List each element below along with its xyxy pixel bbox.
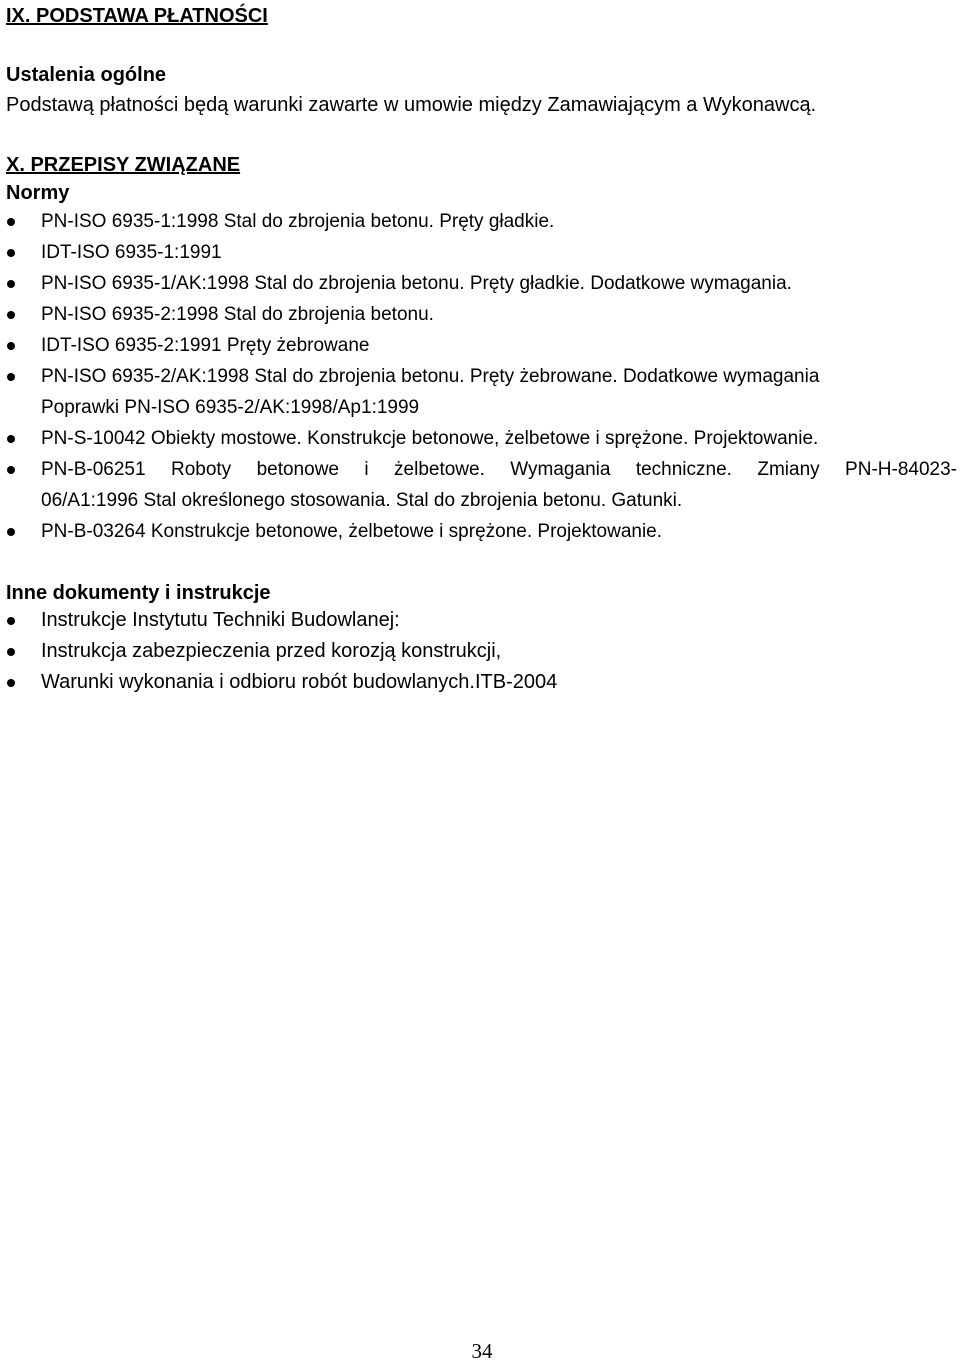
section-x-title: X. PRZEPISY ZWIĄZANE bbox=[6, 154, 241, 176]
other-documents-heading: Inne dokumenty i instrukcje bbox=[6, 582, 271, 604]
bullet-icon bbox=[7, 617, 15, 625]
norms-heading: Normy bbox=[6, 182, 70, 204]
norm-text: IDT-ISO 6935-2:1991 Pręty żebrowane bbox=[41, 335, 370, 356]
bullet-icon bbox=[7, 528, 15, 536]
other-documents-list bbox=[41, 605, 557, 698]
norm-text: PN-ISO 6935-1:1998 Stal do zbrojenia betonu. Pręty gładkie. bbox=[41, 211, 555, 232]
norm-text: PN-S-10042 Obiekty mostowe. Konstrukcje betonowe, żelbetowe i sprężone. Projektowanie. bbox=[41, 428, 819, 449]
list-item bbox=[41, 299, 957, 330]
bullet-icon bbox=[7, 466, 15, 474]
document-text: Instrukcja zabezpieczenia przed korozją konstrukcji, bbox=[41, 640, 502, 662]
norm-text: PN-ISO 6935-1/AK:1998 Stal do zbrojenia betonu. Pręty gładkie. Dodatkowe wymagania. bbox=[41, 273, 792, 294]
bullet-icon bbox=[7, 218, 15, 226]
section-ix-title: IX. PODSTAWA PŁATNOŚCI bbox=[6, 5, 268, 27]
list-item bbox=[41, 667, 557, 698]
list-item bbox=[41, 516, 957, 547]
norm-text: PN-ISO 6935-2/AK:1998 Stal do zbrojenia betonu. Pręty żebrowane. Dodatkowe wymagania bbox=[41, 366, 820, 387]
list-item bbox=[41, 237, 957, 268]
document-text: Instrukcje Instytutu Techniki Budowlanej: bbox=[41, 609, 400, 631]
list-item bbox=[41, 268, 957, 299]
norm-text: IDT-ISO 6935-1:1991 bbox=[41, 242, 222, 263]
bullet-icon bbox=[7, 679, 15, 687]
norm-text-continuation: Poprawki PN-ISO 6935-2/AK:1998/Ap1:1999 bbox=[41, 397, 420, 418]
general-terms-heading: Ustalenia ogólne bbox=[6, 64, 167, 86]
list-item bbox=[41, 454, 957, 516]
payment-basis-text: Podstawą płatności będą warunki zawarte w umowie między Zamawiającym a Wykonawcą. bbox=[6, 94, 817, 116]
bullet-icon bbox=[7, 342, 15, 350]
document-text: Warunki wykonania i odbioru robót budowlanych.ITB-2004 bbox=[41, 671, 558, 693]
list-item bbox=[41, 423, 957, 454]
list-item bbox=[41, 206, 957, 237]
norms-list bbox=[41, 206, 957, 547]
bullet-icon bbox=[7, 280, 15, 288]
bullet-icon bbox=[7, 249, 15, 257]
list-item bbox=[41, 330, 957, 361]
list-item bbox=[41, 636, 557, 667]
list-item bbox=[41, 605, 557, 636]
bullet-icon bbox=[7, 648, 15, 656]
norm-text: PN-B-06251 Roboty betonowe i żelbetowe. Wymagania techniczne. Zmiany PN-H-84023- bbox=[41, 459, 957, 480]
norm-text: PN-ISO 6935-2:1998 Stal do zbrojenia betonu. bbox=[41, 304, 434, 325]
norm-text: PN-B-03264 Konstrukcje betonowe, żelbetowe i sprężone. Projektowanie. bbox=[41, 521, 663, 542]
page-number: 34 bbox=[471, 1339, 493, 1363]
bullet-icon bbox=[7, 311, 15, 319]
list-item bbox=[41, 361, 957, 423]
bullet-icon bbox=[7, 373, 15, 381]
bullet-icon bbox=[7, 435, 15, 443]
norm-text-continuation: 06/A1:1996 Stal określonego stosowania. Stal do zbrojenia betonu. Gatunki. bbox=[41, 490, 683, 511]
